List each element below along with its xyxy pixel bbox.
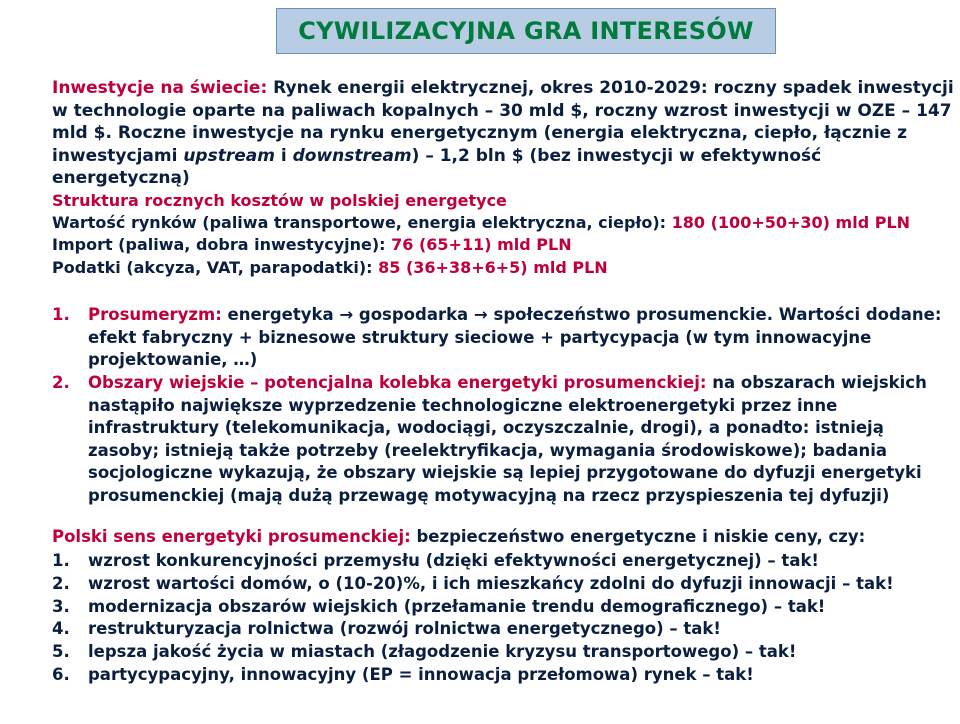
- page-title: CYWILIZACYJNA GRA INTERESÓW: [298, 17, 754, 45]
- list-item-number: 6.: [52, 664, 70, 684]
- point-1: [52, 304, 958, 372]
- point-2: [52, 372, 958, 508]
- intro-heading: Inwestycje na świecie:: [52, 78, 268, 98]
- list-item-text: partycypacyjny, innowacyjny (EP = innowacja przełomowa) rynek – tak!: [88, 664, 754, 684]
- costs-line-1: [52, 212, 958, 234]
- sense-heading: Polski sens energetyki prosumenckiej:: [52, 527, 411, 546]
- list-item: [52, 573, 958, 596]
- list-item-text: modernizacja obszarów wiejskich (przełamanie trendu demograficznego) – tak!: [88, 596, 826, 616]
- costs-line-2-label: Import (paliwa, dobra inwestycyjne):: [52, 235, 392, 255]
- sense-text: bezpieczeństwo energetyczne i niskie ceny, czy:: [410, 527, 866, 546]
- sense-heading-line: [52, 526, 958, 549]
- costs-line-3-label: Podatki (akcyza, VAT, parapodatki):: [52, 257, 379, 277]
- list-item-text: wzrost wartości domów, o (10-20)%, i ich mieszkańcy zdolni do dyfuzji innowacji – tak!: [88, 573, 894, 593]
- point-2-text: na obszarach wiejskich nastąpiło największe wyprzedzenie technologiczne elektroenergetyki przez inne infrastruktury (telekomunikacja, wodociągi, oczyszczalnie, drogi), a ponadto: istnieją zasoby; istnieją także potrzeby (reelektryfikacja, wymagania środowiskowe); badania socjologiczne wykazują, że obszary wiejskie są lepiej przygotowane do dyfuzji energetyki prosumenckiej (mają dużą przewagę motywacyjną na rzecz przyspieszenia tej dyfuzji): [88, 373, 927, 505]
- intro-paragraph: [52, 77, 958, 190]
- list-item-number: 4.: [52, 619, 70, 639]
- costs-line-1-value: 180 (100+50+30) mld PLN: [671, 213, 911, 233]
- costs-line-2-value: 76 (65+11) mld PLN: [391, 235, 572, 255]
- list-item-text: restrukturyzacja rolnictwa (rozwój rolnictwa energetycznego) – tak!: [88, 619, 721, 639]
- costs-line-2: [52, 234, 958, 256]
- list-item-number: 1.: [52, 551, 70, 570]
- list-item: [52, 550, 958, 573]
- sense-list: [52, 550, 958, 687]
- list-item: [52, 618, 958, 641]
- costs-heading: Struktura rocznych kosztów w polskiej energetyce: [52, 191, 507, 210]
- list-item: [52, 596, 958, 619]
- list-item-number: 2.: [52, 573, 70, 593]
- intro-text-2: i: [274, 145, 293, 166]
- intro-upstream: upstream: [183, 145, 275, 166]
- list-item: [52, 641, 958, 664]
- list-item-number: 5.: [52, 642, 70, 662]
- point-1-highlight: Prosumeryzm:: [88, 305, 222, 324]
- list-item-text: lepsza jakość życia w miastach (złagodzenie kryzysu transportowego) – tak!: [88, 642, 797, 662]
- title-box: [276, 8, 776, 54]
- costs-section: [52, 190, 958, 279]
- point-1-number: 1.: [52, 305, 70, 324]
- intro-downstream: downstream: [292, 145, 412, 166]
- list-item: [52, 664, 958, 687]
- intro-text-1: Rynek energii elektrycznej, okres 2010-2029: roczny spadek inwestycji w technologie oparte na paliwach kopalnych – 30 mld $, roczny wzrost inwestycji w OZE – 147 mld $. Roczne inwestycje na rynku energetycznym (energia elektryczna, ciepło, łącznie z inwestycjami: [52, 78, 954, 166]
- list-item-text: wzrost konkurencyjności przemysłu (dzięki efektywności energetycznej) – tak!: [88, 551, 819, 570]
- point-1-text: energetyka → gospodarka → społeczeństwo prosumenckie. Wartości dodane: efekt fabryczny + biznesowe struktury sieciowe + partycypacja (w tym innowacyjne projektowanie, …): [88, 305, 942, 370]
- list-item-number: 3.: [52, 596, 70, 616]
- costs-line-1-label: Wartość rynków (paliwa transportowe, energia elektryczna, ciepło):: [52, 213, 672, 233]
- point-2-number: 2.: [52, 373, 70, 392]
- point-2-highlight: Obszary wiejskie – potencjalna kolebka energetyki prosumenckiej:: [88, 373, 707, 392]
- costs-line-3-value: 85 (36+38+6+5) mld PLN: [378, 257, 608, 277]
- costs-line-3: [52, 257, 958, 279]
- intro-text-3: ) – 1,2 bln $ (bez inwestycji w efektywność energetyczną): [52, 145, 822, 188]
